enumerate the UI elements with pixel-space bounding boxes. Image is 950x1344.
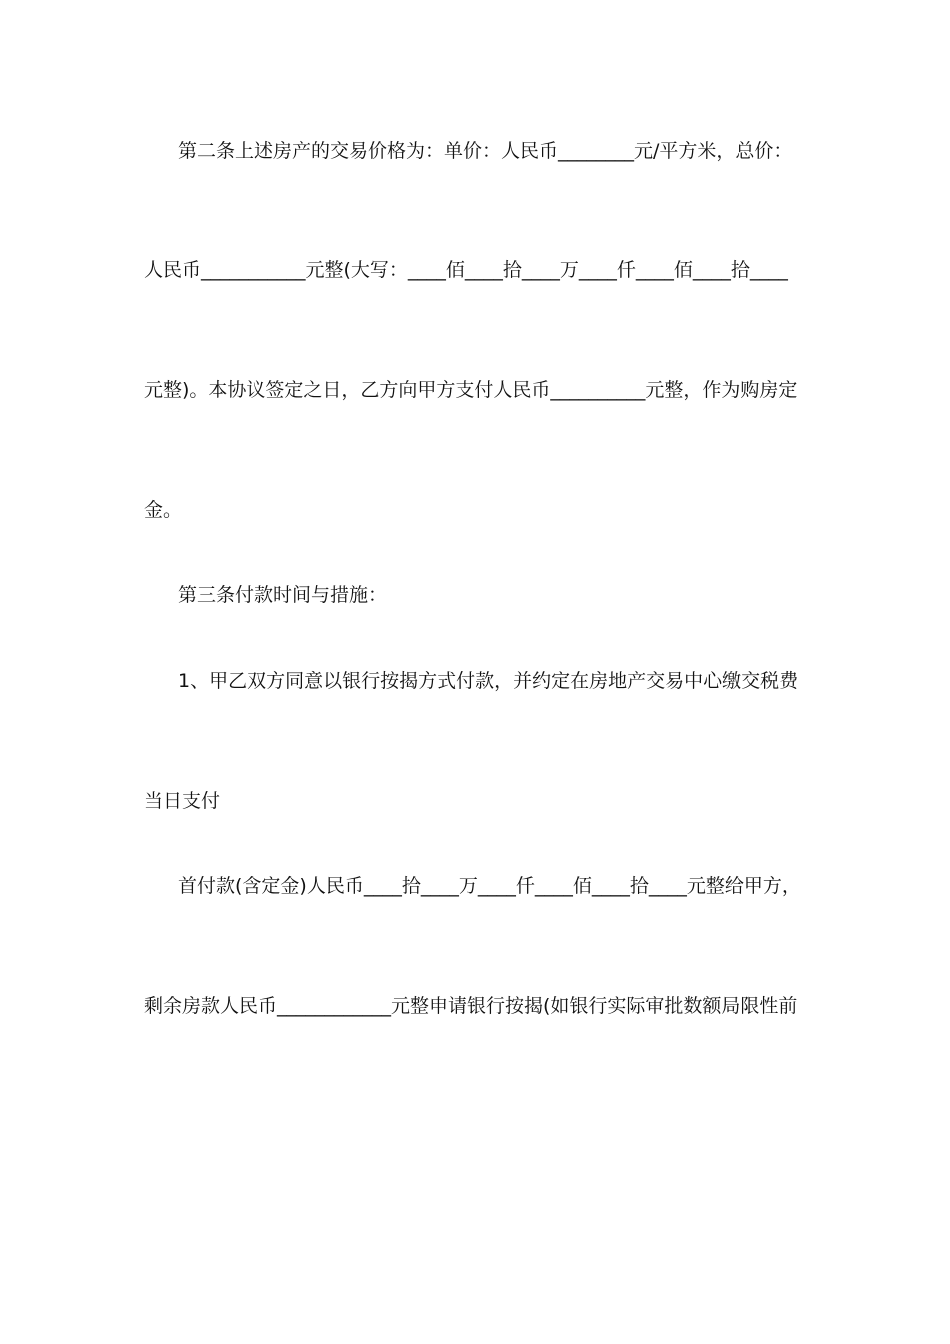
clause-3-heading: 第三条付款时间与措施： (178, 584, 388, 606)
deposit-end-line: 金。 (144, 499, 183, 521)
payment-day-line: 当日支付 (144, 790, 221, 812)
payment-method-line: 1、甲乙双方同意以银行按揭方式付款，并约定在房地产交易中心缴交税费 (178, 670, 799, 692)
total-price-capitalized-line: 人民币___________元整(大写：____佰____拾____万____仟____佰____拾____ (144, 259, 788, 281)
clause-2-price-line: 第二条上述房产的交易价格为：单价：人民币________元/平方米，总价： (178, 140, 793, 162)
down-payment-line: 首付款(含定金)人民币____拾____万____仟____佰____拾____元整给甲方， (178, 875, 801, 897)
deposit-payment-line: 元整)。本协议签定之日，乙方向甲方支付人民币__________元整，作为购房定 (144, 379, 798, 401)
remaining-payment-line: 剩余房款人民币____________元整申请银行按揭(如银行实际审批数额局限性前 (144, 995, 798, 1017)
